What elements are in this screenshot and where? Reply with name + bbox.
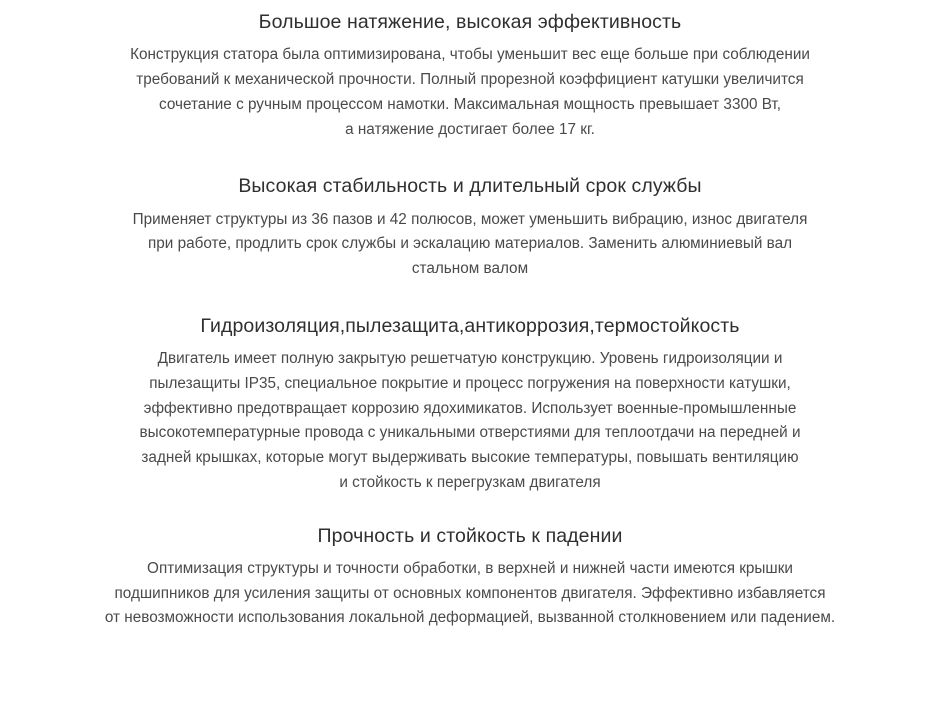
section-line: от невозможности использования локальной деформацией, вызванной столкновением или падением. <box>104 609 836 627</box>
section-body <box>48 43 893 142</box>
section-line: при работе, продлить срок службы и эскалацию материалов. Заменить алюминиевый вал <box>147 235 793 253</box>
section-line: задней крышках, которые могут выдерживать высокие температуры, повышать вентиляцию <box>141 449 799 467</box>
section-title: Гидроизоляция,пылезащита,антикоррозия,термостойкость <box>200 314 740 337</box>
section-line: пылезащиты IP35, специальное покрытие и процесс погружения на поверхности катушки, <box>149 374 791 392</box>
section-body <box>53 347 888 496</box>
section-line: Применяет структуры из 36 пазов и 42 полюсов, может уменьшить вибрацию, износ двигателя <box>132 210 808 228</box>
section-body <box>35 557 905 631</box>
section-title: Большое натяжение, высокая эффективность <box>258 11 682 33</box>
section-line: Конструкция статора была оптимизирована, чтобы уменьшит вес еще больше при соблюдении <box>130 46 810 64</box>
feature-section-waterproof <box>28 312 912 496</box>
section-line: требований к механической прочности. Полный прорезной коэффициент катушки увеличится <box>136 71 804 89</box>
section-line: Оптимизация структуры и точности обработки, в верхней и нижней части имеются крышки <box>147 559 793 577</box>
section-title: Прочность и стойкость к падении <box>317 524 623 547</box>
section-line: и стойкость к перегрузкам двигателя <box>339 473 601 491</box>
feature-section-high-tension <box>28 8 912 142</box>
feature-section-stability <box>28 172 912 282</box>
section-line: сочетание с ручным процессом намотки. Максимальная мощность превышает 3300 Вт, <box>159 95 781 113</box>
section-line: эффективно предотвращает коррозию ядохимикатов. Использует военные-промышленные <box>143 399 797 417</box>
section-title: Высокая стабильность и длительный срок службы <box>238 175 702 198</box>
section-line: высокотемпературные провода с уникальными отверстиями для теплоотдачи на передней и <box>139 424 801 442</box>
section-line: Двигатель имеет полную закрытую решетчатую конструкцию. Уровень гидроизоляции и <box>157 350 783 368</box>
feature-section-durability <box>28 522 912 632</box>
section-line: а натяжение достигает более 17 кг. <box>345 120 595 138</box>
section-body <box>45 208 895 282</box>
section-line: стальном валом <box>411 260 529 278</box>
section-line: подшипников для усиления защиты от основных компонентов двигателя. Эффективно избавляется <box>114 584 826 602</box>
